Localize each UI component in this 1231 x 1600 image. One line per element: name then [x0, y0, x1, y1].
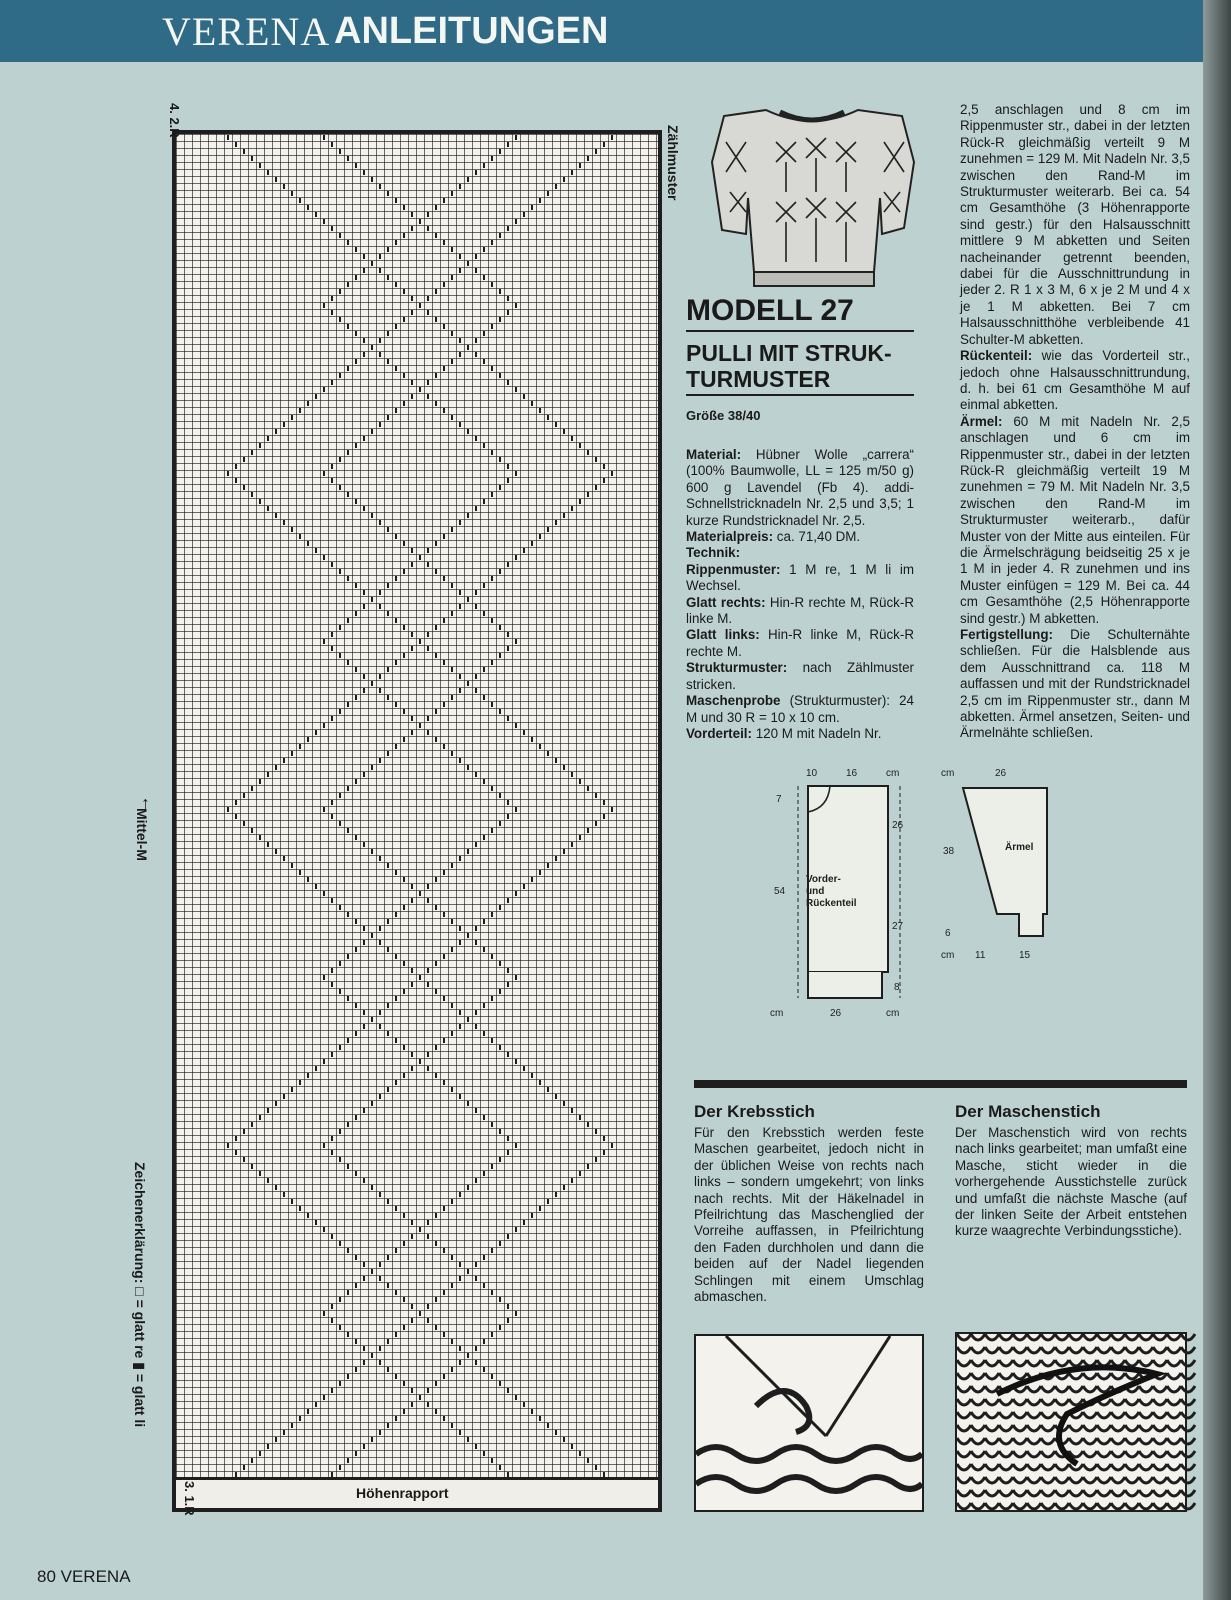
sleeve-schematic [941, 768, 1085, 986]
chart-grid [176, 134, 658, 1484]
sleeve-label: Ärmel [1005, 842, 1034, 853]
arrow-up-icon: ↑ [141, 793, 150, 813]
purl-stitch-marks [227, 135, 613, 1484]
page-number: 80 VERENA [37, 1567, 131, 1586]
row-label-bottom: 3. 1.R [182, 1481, 197, 1516]
krebsstich-title: Der Krebsstich [694, 1102, 815, 1121]
brand-logo: VERENA [162, 9, 331, 54]
para-rueckenteil: Rückenteil: wie das Vorderteil str., jedoch ohne Halsausschnittrundung, d. h. bei 61 cm Gesamthöhe M auf einmal abketten. [960, 348, 1190, 413]
dim-top-16: 16 [846, 768, 858, 779]
para-vorderteil: Vorderteil: 120 M mit Nadeln Nr. [686, 725, 882, 741]
model-subtitle-line-1: PULLI MIT STRUK- [686, 340, 892, 366]
para-rippenmuster: Rippenmuster: 1 M re, 1 M li im Wechsel. [686, 561, 914, 594]
chart-footer [176, 1477, 658, 1508]
krebsstich-section [694, 1102, 924, 1305]
legend-label: Zeichenerklärung: □ = glatt re ▮ = glatt li [132, 1162, 148, 1428]
para-strukturmuster: Strukturmuster: nach Zählmuster stricken. [686, 660, 914, 692]
instructions-column-1 [686, 294, 914, 742]
model-subtitle [686, 340, 914, 396]
para-aermel: Ärmel: 60 M mit Nadeln Nr. 2,5 anschlagen und 6 cm im Rippenmuster str., dabei in der letzten Rück-R gleichmäßig verteilt 19 M zunehmen = 79 M. Mit Nadeln Nr. 3,5 zwischen den Rand-M im Strukturmuster weiterarb., dafür Muster von der Mitte aus einteilen. Für die Ärmelschrägung beidseitig 25 x je 1 M in jeder 4. R zunehmen und ins Muster einfügen = 129 M. Bei ca. 44 cm Gesamthöhe (2,5 Höhenrapporte sind gestr.) M abketten. [960, 413, 1190, 626]
size-label: Größe 38/40 [686, 408, 761, 423]
sleeve-dim-bottom-11: 11 [975, 950, 986, 961]
page-spine [1203, 0, 1231, 1600]
body-label-3: Rückenteil [806, 898, 857, 909]
para-material: Material: Hübner Wolle „carrera“ (100% Baumwolle, LL = 125 m/50 g) 600 g Lavendel (Fb 4). addi-Schnellstricknadeln Nr. 2,5 und 3,5; 1 kurze Rundstricknadel Nr. 2,5. [686, 447, 914, 528]
dim-left-7: 7 [776, 794, 782, 805]
dim-bottom-26: 26 [830, 1008, 842, 1019]
sleeve-dim-bottom-cm: cm [941, 950, 955, 961]
para-glatt-links: Glatt links: Hin-R linke M, Rück-R rechte M. [686, 627, 915, 659]
model-title: MODELL 27 [686, 294, 914, 332]
sleeve-dim-top-26: 26 [995, 768, 1007, 779]
zaehlmuster-label: Zählmuster [665, 125, 681, 201]
para-fertigstellung: Fertigstellung: Die Schulternähte schließen. Für die Halsblende aus dem Ausschnittrand ca. 118 M auffassen und mit der Rundstricknadel 2,5 cm im Rippenmuster str., dann M abketten. Ärmel ansetzen, Seiten- und Ärmelnähte schließen. [960, 627, 1190, 741]
dim-bottom-cm-left: cm [770, 1008, 784, 1019]
hoehenrapport-label: Höhenrapport [356, 1485, 449, 1501]
section-divider [694, 1080, 1187, 1088]
chart-pattern-marks [176, 134, 658, 1484]
row-label-top: 4. 2.R [167, 103, 182, 138]
maschenstich-section [955, 1102, 1187, 1240]
para-glatt-rechts: Glatt rechts: Hin-R rechte M, Rück-R linke M. [686, 594, 914, 627]
maschenstich-title: Der Maschenstich [955, 1102, 1101, 1121]
dim-right-26: 26 [892, 820, 904, 831]
instructions-column-2 [960, 102, 1190, 742]
maschenstich-illustration [955, 1332, 1187, 1512]
para-technik: Technik: [686, 545, 741, 561]
dim-right-27: 27 [892, 921, 904, 932]
sleeve-dim-bottom-15: 15 [1019, 950, 1031, 961]
body-label-2: und [806, 886, 825, 897]
sweater-illustration [706, 102, 918, 290]
knitting-chart [172, 130, 662, 1512]
sleeve-dim-top-cm: cm [941, 768, 955, 779]
dim-top-cm: cm [886, 768, 900, 779]
dim-top-10: 10 [806, 768, 818, 779]
mittel-m-label: Mittel-M [134, 808, 150, 861]
header-bar [0, 0, 1231, 62]
sleeve-dim-left-38: 38 [943, 846, 955, 857]
para-materialpreis: Materialpreis: ca. 71,40 DM. [686, 529, 861, 545]
krebsstich-text: Für den Krebsstich werden feste Maschen gearbeitet, jedoch nicht in der üblichen Weise von rechts nach links – sondern umgekehrt; von links nach rechts. Mit der Häkelnadel in Pfeilrichtung das Maschenglied der Vorreihe auffassen, in Pfeilrichtung den Faden durchholen und dann die beiden auf der Nadel liegenden Schlingen mit einem Umschlag abmaschen. [694, 1125, 924, 1305]
krebsstich-illustration [694, 1334, 924, 1512]
body-label-1: Vorder- [806, 874, 841, 885]
dim-bottom-cm-right: cm [886, 1008, 900, 1019]
body-schematic [770, 768, 930, 1026]
dim-left-54: 54 [774, 886, 786, 897]
dim-right-8: 8 [894, 982, 900, 993]
sleeve-dim-left-6: 6 [945, 928, 951, 939]
para-vorderteil-cont: 2,5 anschlagen und 8 cm im Rippenmuster str., dabei in der letzten Rück-R gleichmäßig verteilt 9 M zunehmen = 129 M. Mit Nadeln Nr. 3,5 zwischen den Rand-M im Strukturmuster weiterarb. Bei ca. 54 cm Gesamthöhe (3 Höhenrapporte sind gestr.) für den Halsausschnitt mittlere 9 M abketten und Seiten nacheinander getrennt beenden, dabei für die Ausschnittrundung in jeder 2. R 1 x 3 M, 6 x je 2 M und 4 x je 1 M abketten. Bei 7 cm Halsausschnitthöhe verbleibende 41 Schulter-M abketten. [960, 102, 1190, 347]
instructions-text-1 [686, 447, 914, 742]
para-maschenprobe: Maschenprobe (Strukturmuster): 24 M und 30 R = 10 x 10 cm. [686, 693, 914, 725]
section-title: ANLEITUNGEN [334, 10, 609, 52]
model-subtitle-line-2: TURMUSTER [686, 366, 831, 392]
maschenstich-text: Der Maschenstich wird von rechts nach links gearbeitet; man umfaßt eine Masche, sticht wieder in die vorhergehende Ausstichstelle zurück und umfaßt die nächste Masche (auf der linken Seite der Arbeit entstehen kurze waagrechte Verbindungsstiche). [955, 1125, 1187, 1239]
